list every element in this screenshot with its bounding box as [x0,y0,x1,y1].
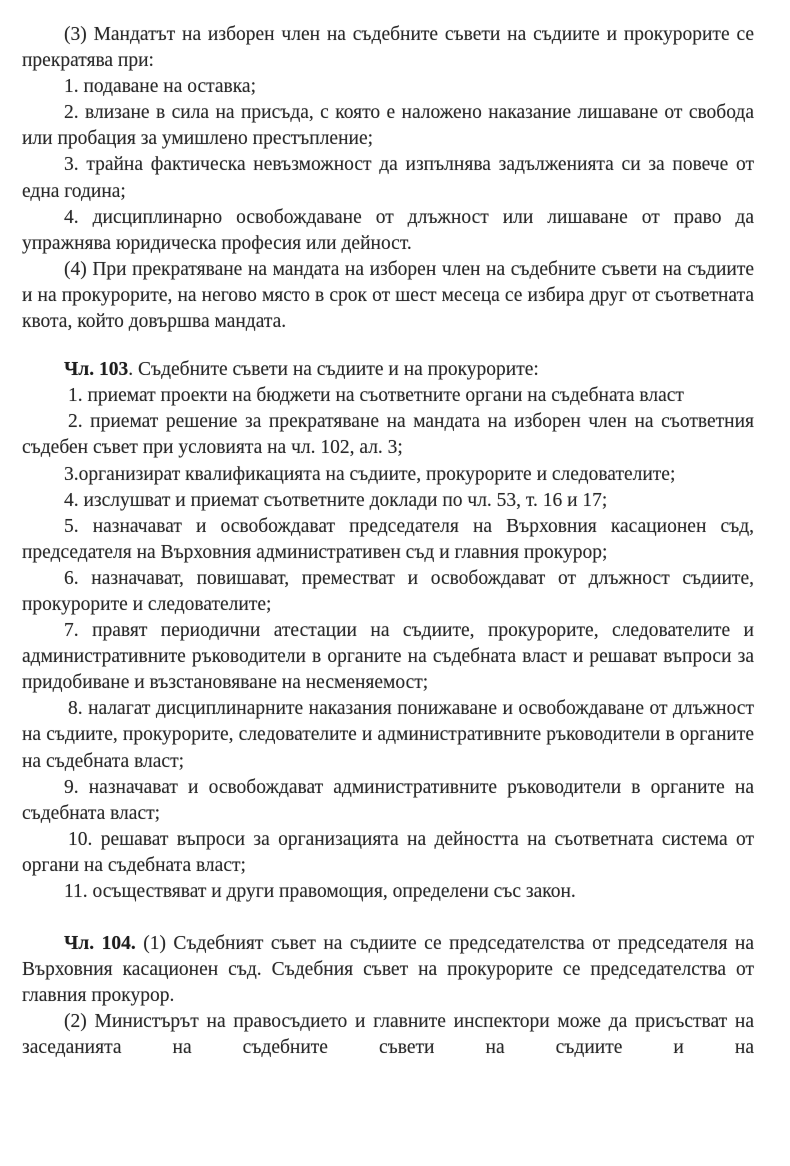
art104-heading: Чл. 104. [64,933,136,955]
art103-item-8: 8. налагат дисциплинарните наказания понижаване и освобождаване от длъжност на съдиите, прокурорите, следователите и административните ръководители в органите на съдебната власт; [22,698,754,772]
art103-item-5: 5. назначават и освобождават председателя на Върховния касационен съд, председателя на Върховния административен съд и главния прокурор; [22,515,754,563]
art102-p3-item-3: 3. трайна фактическа невъзможност да изпълнява задълженията си за повече от една година; [22,154,754,202]
art103-heading: Чл. 103 [64,359,129,381]
art104-paragraph-1 [22,931,754,1009]
art103-item-10: 10. решават въпроси за организацията на дейността на съответната система от органи на съдебната власт; [22,828,754,876]
art102-p3-item-2: 2. влизане в сила на присъда, с която е наложено наказание лишаване от свобода или пробация за умишлено престъпление; [22,102,754,150]
section-gap [22,335,754,357]
art103-intro: . Съдебните съвети на съдиите и на прокурорите: [128,359,539,381]
art103-heading-line [22,357,754,383]
art104-paragraph-2: (2) Министърът на правосъдието и главните инспектори може да присъстват на заседанията на съдебните съвети на съдиите и на [22,1011,754,1059]
art103-item-9: 9. назначават и освобождават административните ръководители в органите на съдебната власт; [22,776,754,824]
art104-p1-text: (1) Съдебният съвет на съдиите се председателства от председателя на Върховния касационен съд. Съдебния съвет на прокурорите се председателства от главния прокурор. [22,933,754,1007]
art103-item-11: 11. осъществяват и други правомощия, определени със закон. [64,881,576,902]
art102-p3-item-1: 1. подаване на оставка; [64,76,257,98]
art102-paragraph-4: (4) При прекратяване на мандата на изборен член на съдебните съвети на съдиите и на прокурорите, на негово място в срок от шест месеца се избира друг от съответната квота, който довършва мандата. [22,258,754,333]
art102-paragraph-3-intro: (3) Мандатът на изборен член на съдебните съвети на съдиите и прокурорите се прекратява при: [22,24,754,72]
art103-item-6: 6. назначават, повишават, преместват и освобождават от длъжност съдиите, прокурорите и следователите; [22,567,754,615]
art103-item-7: 7. правят периодични атестации на съдиите, прокурорите, следователите и административните ръководители в органите на съдебната власт и решават въпроси за придобиване и възстановяване на несменяемост; [22,620,754,694]
art102-p3-item-4: 4. дисциплинарно освобождаване от длъжност или лишаване от право да упражнява юридическа професия или дейност. [22,206,754,254]
art103-item-3: 3.организират квалификацията на съдиите, прокурорите и следователите; [64,463,676,485]
document-page [22,22,754,1062]
section-gap [22,905,754,931]
art103-item-2: 2. приемат решение за прекратяване на мандата на изборен член на съответния съдебен съвет при условията на чл. 102, ал. 3; [22,411,754,459]
art103-item-4: 4. изслушват и приемат съответните доклади по чл. 53, т. 16 и 17; [64,489,608,511]
art103-item-1: 1. приемат проекти на бюджети на съответните органи на съдебната власт [68,385,684,407]
